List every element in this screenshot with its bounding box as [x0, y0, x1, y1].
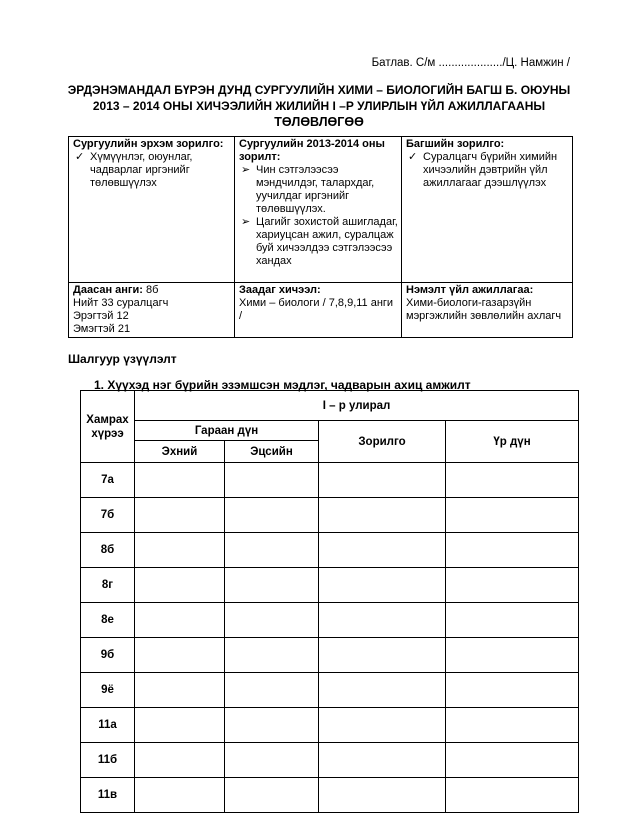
school-goal-cell	[69, 137, 235, 283]
start-cell[interactable]	[135, 568, 225, 603]
goal-cell[interactable]	[319, 638, 446, 673]
end-cell[interactable]	[225, 673, 319, 708]
arrow-bullet-icon: ➢	[241, 216, 251, 228]
additional-value: Хими-биологи-газарзүйн мэргэжлийн зөвлөлийн ахлагч	[406, 297, 562, 322]
start-header: Эхний	[135, 441, 225, 463]
outcome-cell[interactable]	[446, 568, 579, 603]
subject-label: Заадаг хичээл:	[239, 284, 321, 296]
arrow-bullet-icon: ➢	[241, 164, 251, 176]
table-row	[81, 708, 579, 743]
end-cell[interactable]	[225, 463, 319, 498]
teacher-goal-item: ✓ Суралцагч бүрийн химийн хичээлийн дэвтрийн үйл ажиллагааг дээшлүүлэх	[408, 151, 558, 189]
subject-cell	[235, 283, 402, 338]
term-header: I – р улирал	[135, 391, 579, 421]
subject-value: Хими – биологи / 7,8,9,11 анги /	[239, 297, 394, 322]
start-cell[interactable]	[135, 743, 225, 778]
class-total: Нийт 33 суралцагч	[73, 297, 169, 309]
start-cell[interactable]	[135, 533, 225, 568]
outcome-header: Үр дүн	[446, 421, 579, 463]
goal-cell[interactable]	[319, 743, 446, 778]
class-label-cell: 9ё	[81, 673, 135, 708]
end-cell[interactable]	[225, 638, 319, 673]
end-cell[interactable]	[225, 498, 319, 533]
section-title: Шалгуур үзүүлэлт	[68, 352, 177, 366]
outcome-cell[interactable]	[446, 673, 579, 708]
outcome-cell[interactable]	[446, 743, 579, 778]
document-title	[60, 82, 578, 130]
goal-cell[interactable]	[319, 603, 446, 638]
table-row	[81, 568, 579, 603]
end-cell[interactable]	[225, 533, 319, 568]
school-year-goal-cell	[235, 137, 402, 283]
start-cell[interactable]	[135, 463, 225, 498]
start-cell[interactable]	[135, 603, 225, 638]
school-year-goal-item: ➢ Чин сэтгэлээсээ мэндчилдэг, талархдаг, уучилдаг иргэнийг төлөвшүүлэх.	[241, 164, 375, 215]
outcome-cell[interactable]	[446, 708, 579, 743]
end-header: Эцсийн	[225, 441, 319, 463]
goal-cell[interactable]	[319, 673, 446, 708]
result-group-header: Гараан дүн	[135, 421, 319, 441]
class-label-cell: 8г	[81, 568, 135, 603]
teacher-goal-cell	[402, 137, 573, 283]
table-row	[81, 603, 579, 638]
end-cell[interactable]	[225, 603, 319, 638]
outcome-cell[interactable]	[446, 498, 579, 533]
table-row	[81, 743, 579, 778]
class-label-cell: 11а	[81, 708, 135, 743]
start-cell[interactable]	[135, 638, 225, 673]
approval-line: Батлав. С/м ..................../Ц. Намжин /	[371, 57, 570, 69]
start-cell[interactable]	[135, 708, 225, 743]
checkmark-icon: ✓	[75, 151, 85, 163]
goal-cell[interactable]	[319, 708, 446, 743]
class-label: Даасан анги:	[73, 284, 143, 296]
table-row	[81, 673, 579, 708]
table-row	[81, 463, 579, 498]
goal-cell[interactable]	[319, 498, 446, 533]
start-cell[interactable]	[135, 498, 225, 533]
progress-table	[80, 390, 579, 813]
start-cell[interactable]	[135, 778, 225, 813]
end-cell[interactable]	[225, 778, 319, 813]
class-label-cell: 8е	[81, 603, 135, 638]
title-line-1: ЭРДЭНЭМАНДАЛ БҮРЭН ДУНД СУРГУУЛИЙН ХИМИ – БИОЛОГИЙН БАГШ Б. ОЮУНЫ	[67, 83, 571, 97]
end-cell[interactable]	[225, 568, 319, 603]
class-label-cell: 11б	[81, 743, 135, 778]
school-year-goal-heading: Сургуулийн 2013-2014 оны зорилт:	[239, 138, 385, 163]
teacher-goal-heading: Багшийн зорилго:	[406, 138, 505, 150]
end-cell[interactable]	[225, 743, 319, 778]
class-label-cell: 8б	[81, 533, 135, 568]
table-row	[81, 498, 579, 533]
progress-rows	[81, 463, 579, 813]
outcome-cell[interactable]	[446, 778, 579, 813]
class-cell	[69, 283, 235, 338]
outcome-cell[interactable]	[446, 603, 579, 638]
school-year-goal-item: ➢ Цагийг зохистой ашигладаг, хариуцсан ажил, суралцаж буй хичээлдээ сэтгэлээсээ хандах	[241, 216, 398, 267]
table-row	[81, 638, 579, 673]
title-line-2: 2013 – 2014 ОНЫ ХИЧЭЭЛИЙН ЖИЛИЙН I –Р УЛИРЛЫН ҮЙЛ АЖИЛЛАГААНЫ	[92, 99, 546, 113]
goal-header: Зорилго	[319, 421, 446, 463]
table-row	[81, 533, 579, 568]
additional-label: Нэмэлт үйл ажиллагаа:	[406, 284, 534, 296]
class-label-cell: 11в	[81, 778, 135, 813]
outcome-cell[interactable]	[446, 533, 579, 568]
goal-cell[interactable]	[319, 463, 446, 498]
checkmark-icon: ✓	[408, 151, 418, 163]
scope-header: Хамрах хүрээ	[81, 391, 135, 463]
title-line-3: ТӨЛӨВЛӨГӨӨ	[274, 115, 364, 129]
table-row	[81, 778, 579, 813]
outcome-cell[interactable]	[446, 463, 579, 498]
goal-cell[interactable]	[319, 568, 446, 603]
class-value: 8б	[145, 284, 159, 296]
school-goal-heading: Сургуулийн эрхэм зорилго:	[73, 138, 224, 150]
item-heading: 1. Хүүхэд нэг бүрийн эзэмшсэн мэдлэг, чадварын ахиц амжилт	[94, 378, 471, 392]
additional-cell	[402, 283, 573, 338]
start-cell[interactable]	[135, 673, 225, 708]
class-label-cell: 7б	[81, 498, 135, 533]
class-label-cell: 7а	[81, 463, 135, 498]
class-female: Эмэгтэй 21	[73, 323, 131, 335]
outcome-cell[interactable]	[446, 638, 579, 673]
info-table	[68, 136, 573, 338]
class-label-cell: 9б	[81, 638, 135, 673]
end-cell[interactable]	[225, 708, 319, 743]
school-goal-item: ✓ Хүмүүнлэг, оюунлаг, чадварлаг иргэнийг төлөвшүүлэх	[75, 151, 193, 189]
goal-cell[interactable]	[319, 778, 446, 813]
class-male: Эрэгтэй 12	[73, 310, 129, 322]
goal-cell[interactable]	[319, 533, 446, 568]
